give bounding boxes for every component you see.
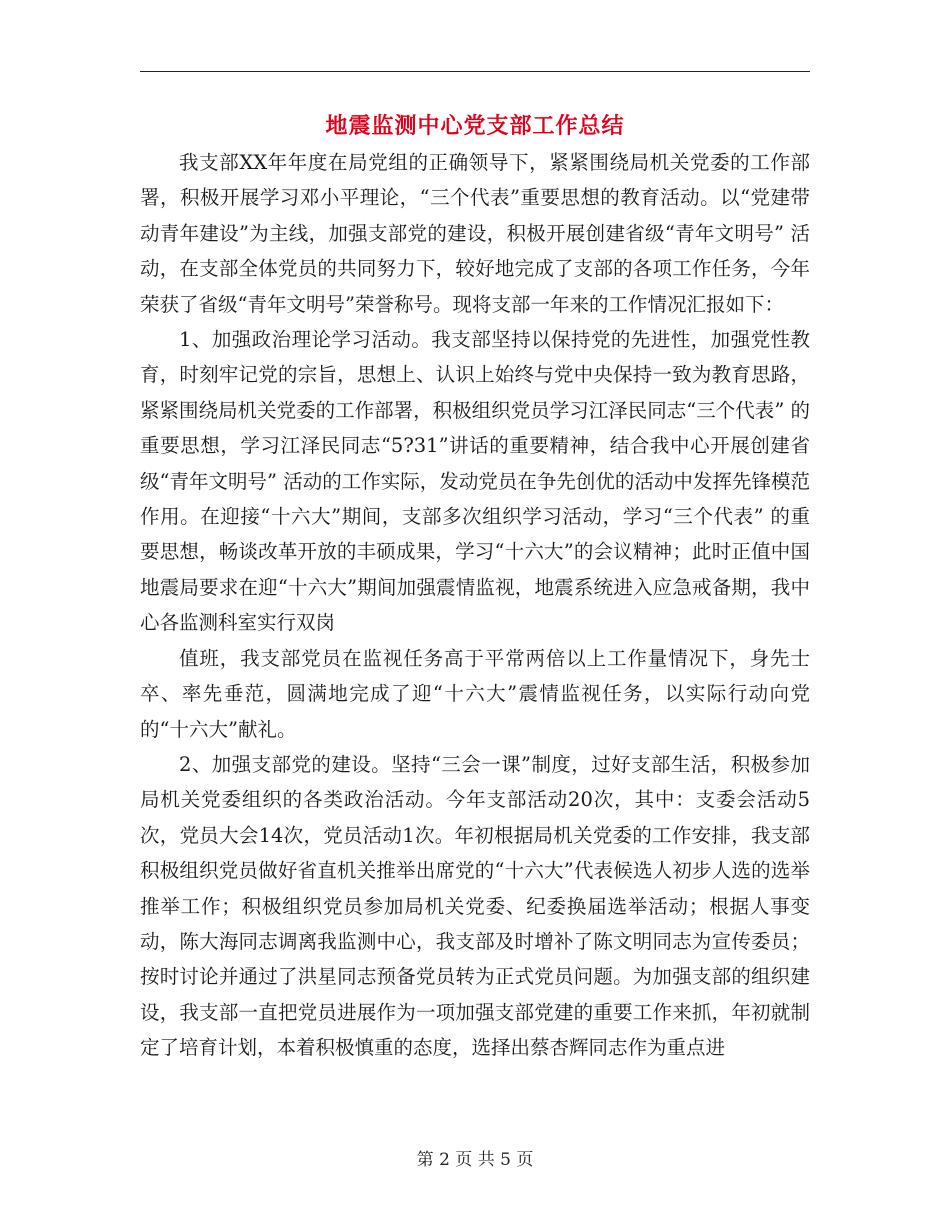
paragraph-section-1: 1、加强政治理论学习活动。我支部坚持以保持党的先进性，加强党性教育，时刻牢记党的宗旨，思想上、认识上始终与党中央保持一致为教育思路，紧紧围绕局机关党委的工作部署，积极组织党员学习江泽民同志“三个代表” 的重要思想，学习江泽民同志“5?31”讲话的重要精神，结合我中心开展创建省级“青年文明号” 活动的工作实际，发动党员在争先创优的活动中发挥先锋模范作用。在迎接“十六大”期间，支部多次组织学习活动，学习“三个代表” 的重要思想，畅谈改革开放的丰硕成果，学习“十六大”的会议精神；此时正值中国地震局要求在迎“十六大”期间加强震情监视，地震系统进入应急戒备期，我中心各监测科室实行双岗 (140, 328, 810, 635)
paragraph-intro: 我支部XX年年度在局党组的正确领导下，紧紧围绕局机关党委的工作部署，积极开展学习邓小平理论，“三个代表”重要思想的教育活动。以“党建带动青年建设”为主线，加强支部党的建设，积极开展创建省级“青年文明号” 活动，在支部全体党员的共同努力下，较好地完成了支部的各项工作任务，今年荣获了省级“青年文明号”荣誉称号。现将支部一年来的工作情况汇报如下： (140, 151, 810, 316)
header-rule (140, 71, 810, 72)
document-title: 地震监测中心党支部工作总结 (325, 114, 625, 139)
paragraph-section-2: 2、加强支部党的建设。坚持“三会一课”制度，过好支部生活，积极参加局机关党委组织的各类政治活动。今年支部活动20次，其中：支委会活动5次，党员大会14次，党员活动1次。年初根据局机关党委的工作安排，我支部积极组织党员做好省直机关推举出席党的“十六大”代表候选人初步人选的选举推举工作；积极组织党员参加局机关党委、纪委换届选举活动；根据人事变动，陈大海同志调离我监测中心，我支部及时增补了陈文明同志为宣传委员；按时讨论并通过了洪星同志预备党员转为正式党员问题。为加强支部的组织建设，我支部一直把党员进展作为一项加强支部党建的重要工作来抓，年初就制定了培育计划，本着积极慎重的态度，选择出蔡杏辉同志作为重点进 (140, 752, 810, 1060)
paragraph-section-1-continued: 值班，我支部党员在监视任务高于平常两倍以上工作量情况下，身先士卒、率先垂范，圆满地完成了迎“十六大”震情监视任务，以实际行动向党的“十六大”献礼。 (140, 646, 810, 741)
page-footer: 第 2 页 共 5 页 (416, 1150, 534, 1170)
document-body (140, 145, 810, 1066)
